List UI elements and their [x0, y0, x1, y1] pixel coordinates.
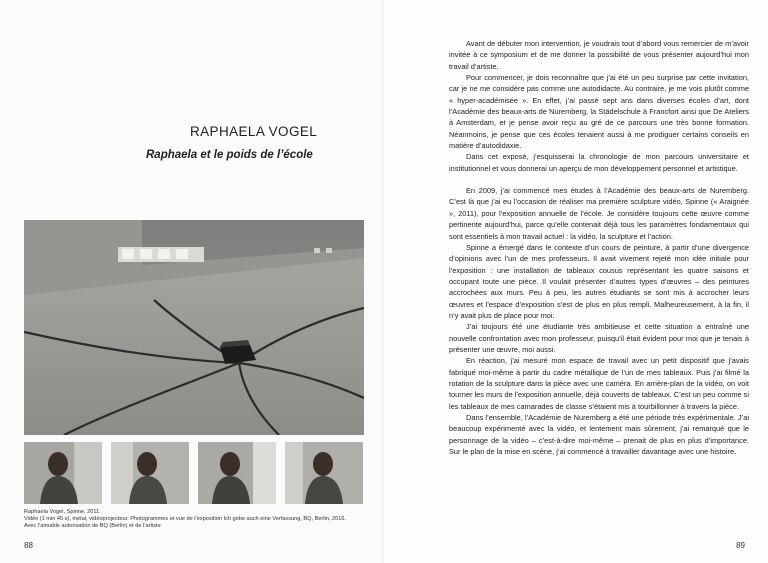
essay-body [449, 38, 749, 457]
video-still [198, 442, 276, 504]
video-still [111, 442, 189, 504]
video-stills [24, 442, 364, 504]
page-number-right: 89 [736, 541, 745, 550]
installation-photo-graphic [24, 220, 364, 435]
caption-line: Raphaela Vogel, Spinne, 2011. [24, 509, 101, 515]
paragraph: Avant de débuter mon intervention, je voudrais tout d’abord vous remercier de m’avoir invitée à ce symposium et de me donner la possibilité de vous présenter aujourd’hui mon travail d’artiste. [449, 39, 749, 71]
video-still [285, 442, 363, 504]
author-name: RAPHAELA VOGEL [190, 124, 318, 139]
video-still [24, 442, 102, 504]
caption-line: Vidéo (1 min 45 s), métal, vidéoprojecteur. Photogrammes et vue de l’exposition Ich gebe auch eine Verfassung, BQ, Berlin, 2016. [24, 516, 347, 523]
paragraph: Pour commencer, je dois reconnaître que j’ai été un peu surprise par cette invitation, car je ne me considère pas comme une autodidacte. Au contraire, je me vois plutôt comme « hyper-académisée ». En effet, j’ai passé sept ans dans diverses écoles d’art, dont l’Académie des beaux-arts de Nuremberg, la Städelschule à Francfort ainsi que De Ateliers à Amsterdam, et je pense avoir reçu au gré de ce parcours une très bonne formation. Néanmoins, je pense que ces écoles tenaient aussi à me prodiguer certains conseils en matière d’autodidaxie. [449, 73, 749, 151]
page-number-left: 88 [24, 541, 33, 550]
figure-caption [24, 509, 374, 531]
installation-photo [24, 220, 364, 435]
paragraph: Spinne a émergé dans le contexte d’un cours de peinture, à partir d’une divergence d’opinions avec l’un de mes professeurs. Il avait vivement rejeté mon idée initiale pour l’exposition : une installation de tableaux cousus représentant les quatre saisons et occupant toute une pièce. Il voulait présenter d’autres types d’œuvres – des peintures accrochées aux murs. Peu à peu, les autres étudiants se sont mis à accrocher leurs œuvres et l’espace d’exposition s’est de plus en plus rempli. Malheureusement, à la fin, il n’y avait plus de place pour moi. [449, 242, 749, 320]
paragraph: Dans l’ensemble, l’Académie de Nuremberg a été une période très expérimentale. J’ai beaucoup expérimenté avec la vidéo, et lentement mais sûrement, j’ai remarqué que le personnage de la vidéo – c’est-à-dire moi-même – prenait de plus en plus d’importance. Sur le plan de la mise en scène, j’ai commencé à travailler davantage avec une histoire. [449, 413, 749, 457]
paragraph: Dans cet exposé, j’esquisserai la chronologie de mon parcours universitaire et institutionnel et vous donnerai un aperçu de mon développement personnel et artistique. [449, 152, 749, 173]
paragraph: En réaction, j’ai mesuré mon espace de travail avec un petit dispositif que j’avais fabriqué moi-même à partir du cadre métallique de l’un de mes tableaux. Puis j’ai filmé la rotation de la sculpture dans la pièce avec une caméra. En arrière-plan de la vidéo, on voit tourner les murs de l’exposition annuelle, déjà couverts de tableaux. C’est un peu comme si les tableaux de mes camarades de classe s’étaient mis à tourbillonner à travers la pièce. [449, 356, 749, 411]
essay-title: Raphaela et le poids de l’école [146, 149, 313, 161]
paragraph: J’ai toujours été une étudiante très ambitieuse et cette situation a entraîné une nouvelle confrontation avec mon professeur, puisqu’il était évident pour moi que je tenais à présenter une œuvre, moi aussi. [449, 322, 749, 354]
caption-line: Avec l’aimable autorisation de BQ (Berlin) et de l’artiste [24, 523, 161, 530]
paragraph: En 2009, j’ai commencé mes études à l’Académie des beaux-arts de Nuremberg. C’est là que j’ai eu l’occasion de réaliser ma première sculpture vidéo, Spinne (« Araignée », 2011), pour l’exposition annuelle de l’école. Je considère toujours cette œuvre comme pertinente aujourd’hui, parce qu’elle contenait déjà tous les paramètres fondamentaux qui sont essentiels à mon travail actuel : la vidéo, la sculpture et l’action. [449, 186, 749, 241]
